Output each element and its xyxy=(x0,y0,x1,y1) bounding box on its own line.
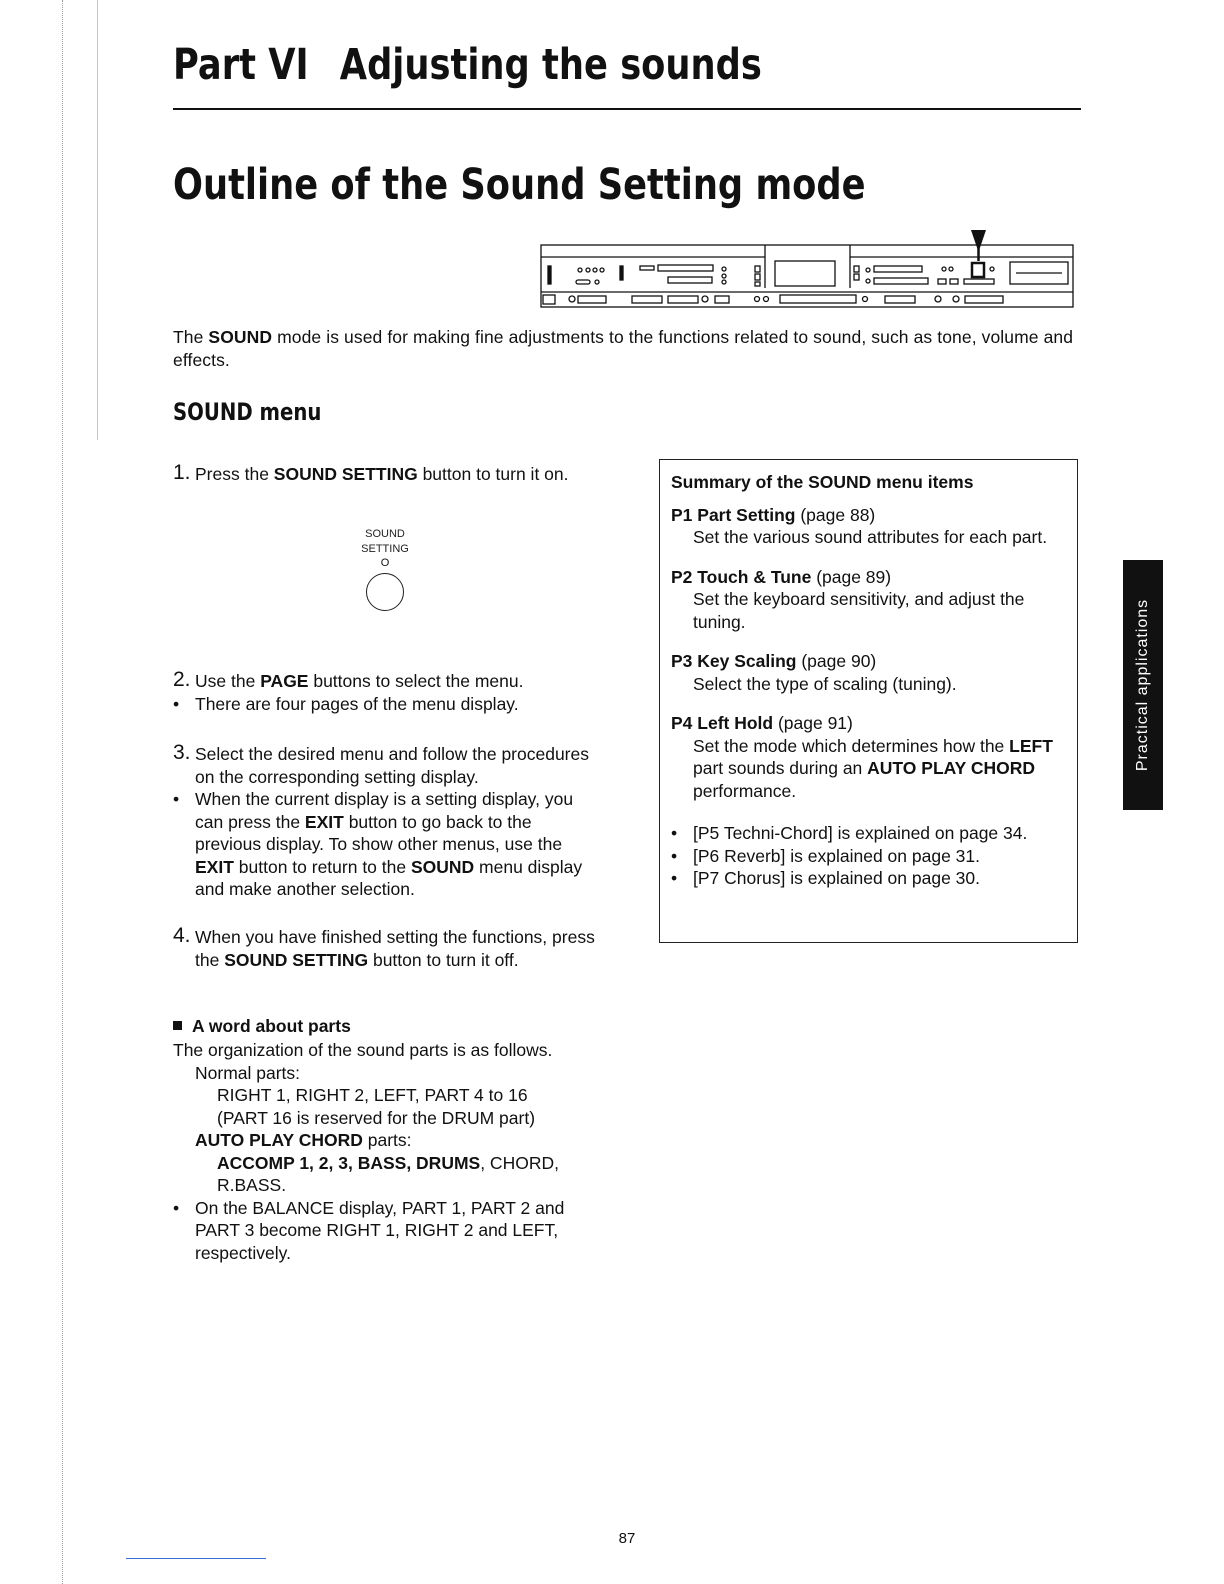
button-label-bottom: SETTING xyxy=(361,543,409,555)
indicator-led: O xyxy=(380,557,390,569)
part-title xyxy=(173,40,762,90)
chapter-side-tab: Practical applications xyxy=(1123,560,1163,810)
summary-note: • [P6 Reverb] is explained on page 31. xyxy=(693,845,1067,868)
step-number: 4. xyxy=(173,924,191,947)
summary-item: P2 Touch & Tune (page 89) Set the keyboard sensitivity, and adjust the tuning. xyxy=(671,566,1025,632)
summary-note: • [P7 Chorus] is explained on page 30. xyxy=(693,867,1067,890)
control-panel-diagram xyxy=(540,228,1075,310)
intro-paragraph: The SOUND mode is used for making fine adjustments to the functions related to sound, such as tone, volume and effects. xyxy=(173,327,1074,370)
title-rule xyxy=(173,108,1081,110)
step-3: 3. Select the desired menu and follow the procedures on the corresponding setting display. • When the current display is a setting display, you can press the EXIT button to go back to the previous display. To show other menus, use the EXIT button to return to the SOUND menu display and make another selection. xyxy=(173,743,598,901)
bold-term: SOUND xyxy=(208,327,273,347)
footer-rule xyxy=(126,1558,266,1559)
parts-heading: A word about parts xyxy=(173,1016,351,1037)
part-label: Part VI xyxy=(173,40,309,90)
round-button-icon xyxy=(366,573,404,611)
sound-setting-button-figure xyxy=(340,527,430,627)
bullet-note: • There are four pages of the menu display. xyxy=(195,693,598,716)
bullet-note: • When the current display is a setting display, you can press the EXIT button to go back to the previous display. To show other menus, use the EXIT button to return to the SOUND menu display and make another selection. xyxy=(195,788,598,901)
step-2: 2. Use the PAGE buttons to select the menu. • There are four pages of the menu display. xyxy=(173,670,598,715)
button-label-top: SOUND xyxy=(365,528,405,540)
summary-box xyxy=(659,459,1078,943)
summary-heading: Summary of the SOUND menu items xyxy=(671,472,974,492)
step-1: 1. Press the SOUND SETTING button to turn it on. xyxy=(173,461,569,484)
step-number: 1. xyxy=(173,461,191,484)
page-number: 87 xyxy=(618,1530,636,1547)
scan-edge-line xyxy=(62,0,63,1584)
menu-heading: SOUND menu xyxy=(173,398,322,426)
square-bullet-icon xyxy=(173,1021,182,1030)
summary-item: P4 Left Hold (page 91) Set the mode which determines how the LEFT part sounds during an AUTO PLAY CHORD performance. xyxy=(671,713,1053,801)
parts-description: The organization of the sound parts is as follows. Normal parts: RIGHT 1, RIGHT 2, LEFT, PART 4 to 16 (PART 16 is reserved for the DRUM part) AUTO PLAY CHORD parts: ACCOMP 1, 2, 3, BASS, DRUMS, CHORD, R.BASS. • On the BALANCE display, PART 1, PART 2 and PART 3 become RIGHT 1, RIGHT 2 and LEFT, respectively. xyxy=(173,1039,598,1264)
summary-item: P3 Key Scaling (page 90) Select the type of scaling (tuning). xyxy=(671,651,957,694)
section-title: Outline of the Sound Setting mode xyxy=(173,160,866,210)
step-4: 4. When you have finished setting the functions, press the SOUND SETTING button to turn it off. xyxy=(173,924,595,970)
step-number: 2. xyxy=(173,668,191,691)
scan-edge-line xyxy=(97,0,98,440)
step-number: 3. xyxy=(173,741,191,764)
summary-item: P1 Part Setting (page 88) Set the various sound attributes for each part. xyxy=(671,504,1048,547)
bullet-note: • On the BALANCE display, PART 1, PART 2 and PART 3 become RIGHT 1, RIGHT 2 and LEFT, respectively. xyxy=(195,1197,598,1265)
part-heading: Adjusting the sounds xyxy=(339,40,762,90)
summary-note: • [P5 Techni-Chord] is explained on page 34. xyxy=(693,822,1067,845)
